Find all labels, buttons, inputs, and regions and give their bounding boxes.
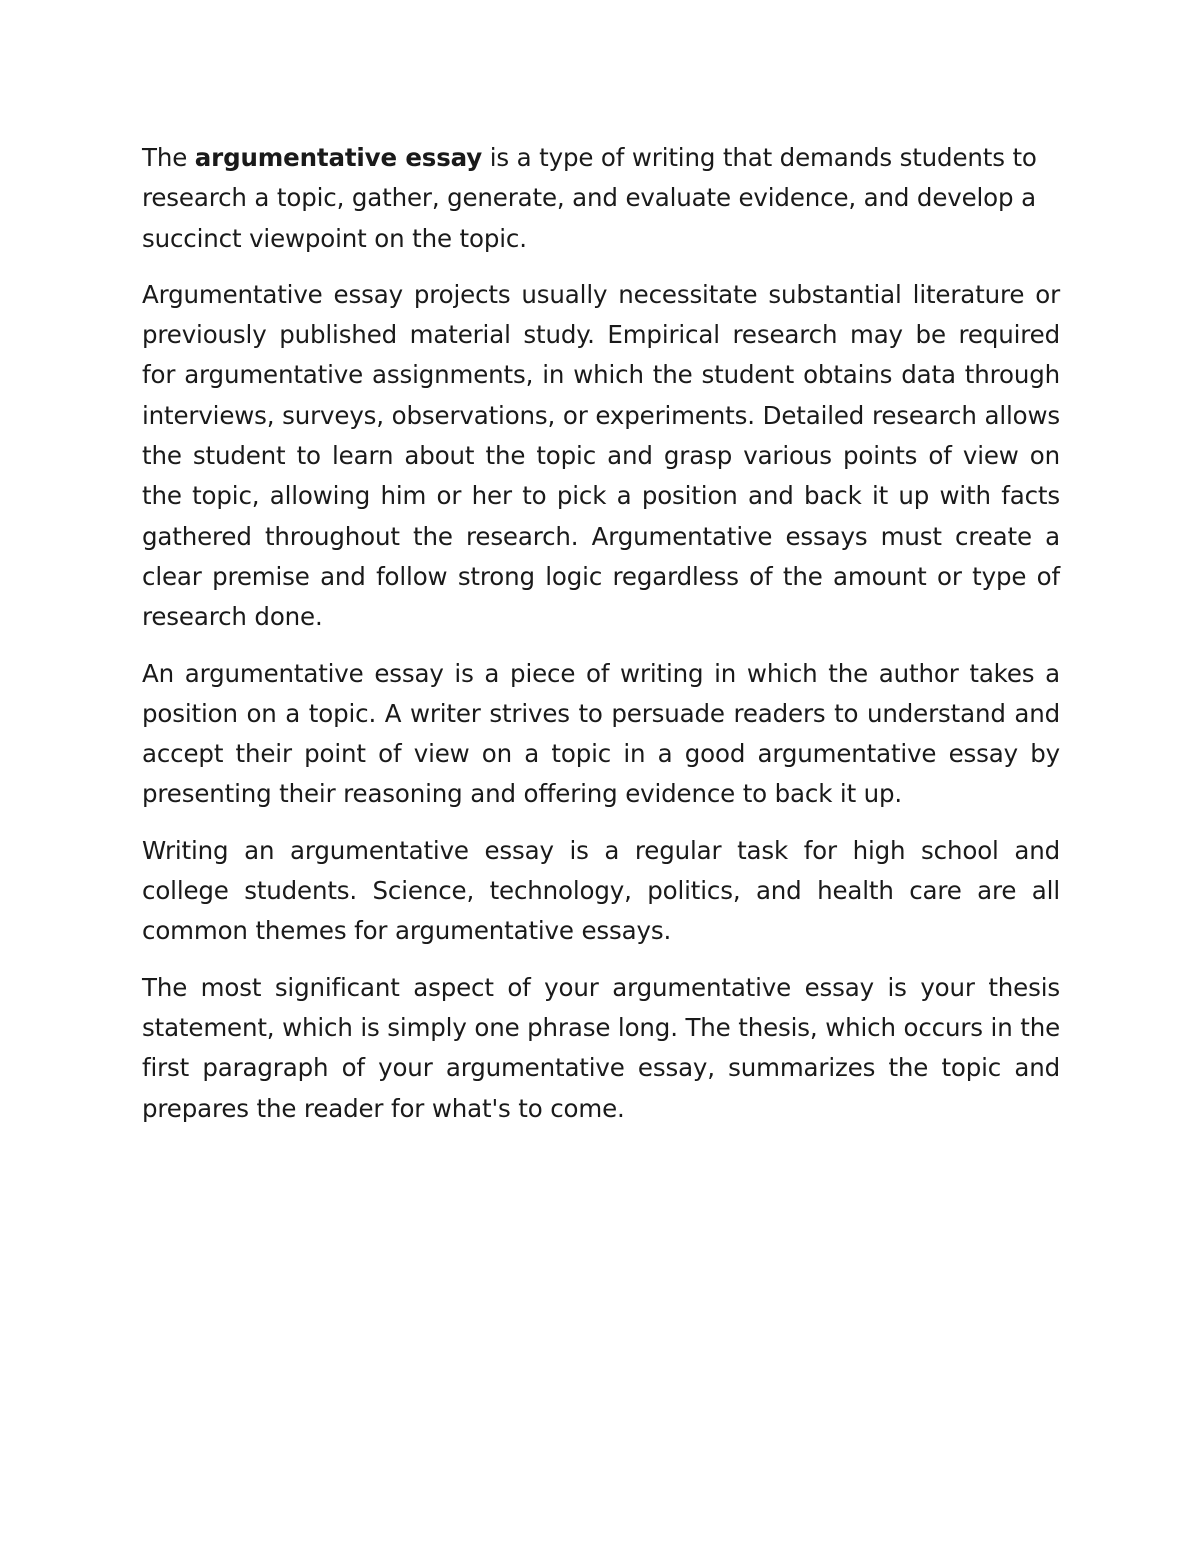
paragraph-intro-rest: is a type of writing that demands students to research a topic, gather, generate, and evaluate evidence, and develop a succinct viewpoint on the topic. bbox=[142, 143, 1037, 253]
paragraph-intro bbox=[142, 138, 1060, 259]
paragraph-thesis: The most significant aspect of your argumentative essay is your thesis statement, which is simply one phrase long. The thesis, which occurs in the first paragraph of your argumentative essay, summarizes the topic and prepares the reader for what's to come. bbox=[142, 972, 1060, 1123]
document-body bbox=[142, 138, 1060, 1145]
bold-term: argumentative essay bbox=[194, 143, 483, 172]
paragraph-common-task: Writing an argumentative essay is a regular task for high school and college students. Science, technology, politics, and health care are all common themes for argumentative essays. bbox=[142, 835, 1060, 946]
paragraph-definition: An argumentative essay is a piece of writing in which the author takes a position on a topic. A writer strives to persuade readers to understand and accept their point of view on a topic in a good argumentative essay by presenting their reasoning and offering evidence to back it up. bbox=[142, 658, 1060, 809]
paragraph-research: Argumentative essay projects usually necessitate substantial literature or previously published material study. Empirical research may be required for argumentative assignments, in which the student obtains data through interviews, surveys, observations, or experiments. Detailed research allows the student to learn about the topic and grasp various points of view on the topic, allowing him or her to pick a position and back it up with facts gathered throughout the research. Argumentative essays must create a clear premise and follow strong logic regardless of the amount or type of research done. bbox=[142, 279, 1060, 632]
paragraph-intro-lead: The bbox=[142, 143, 195, 172]
